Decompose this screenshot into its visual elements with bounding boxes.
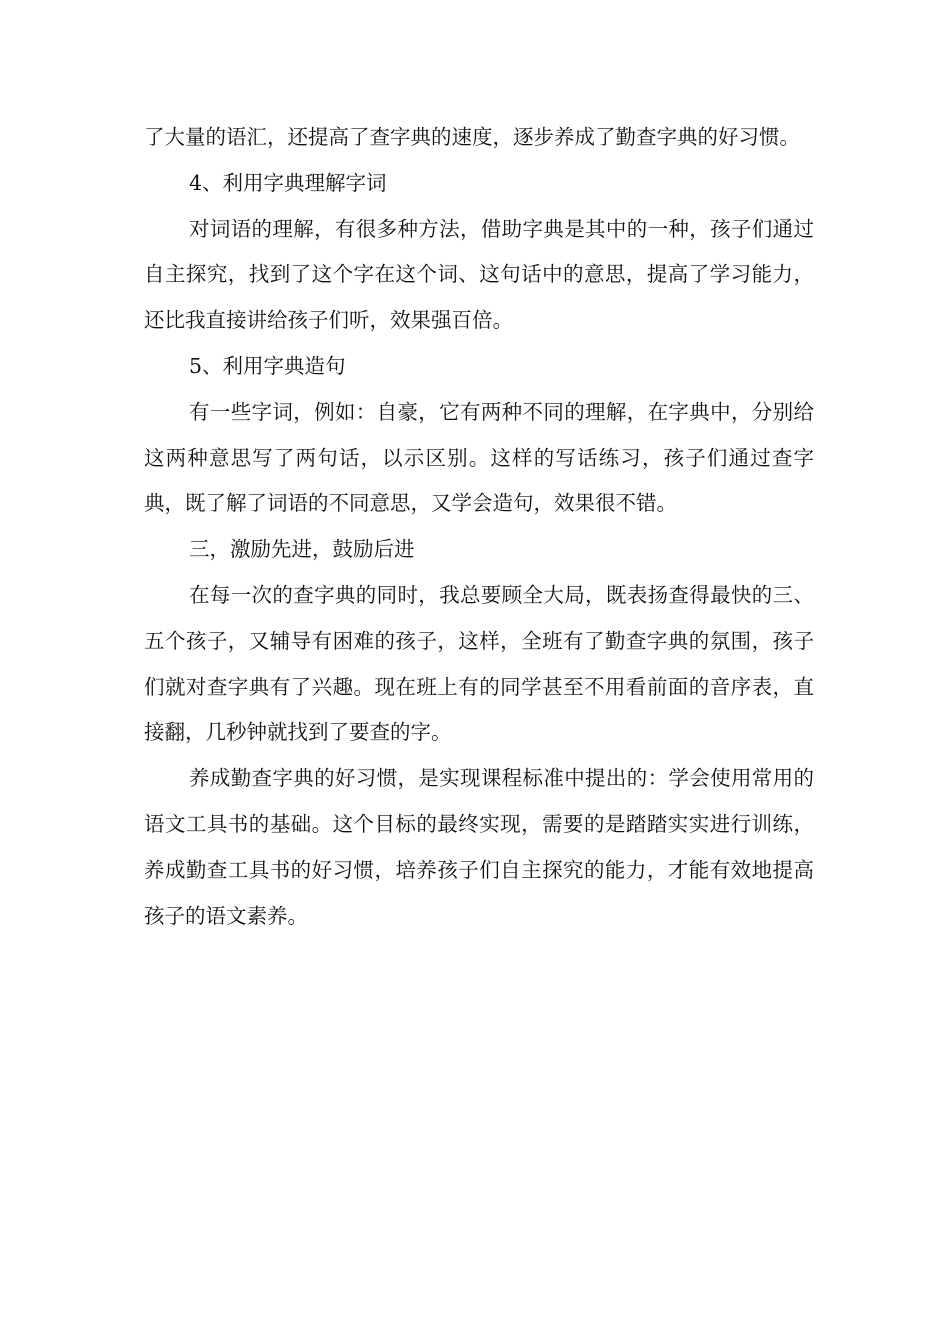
paragraph-encourage-progress: 在每一次的查字典的同时，我总要顾全大局，既表扬查得最快的三、五个孩子，又辅导有困难的孩子，这样，全班有了勤查字典的氛围，孩子们就对查字典有了兴趣。现在班上有的同学甚至不用看前面的音序表，直接翻，几秒钟就找到了要查的字。 xyxy=(144,582,814,745)
paragraph-understand-words: 对词语的理解，有很多种方法，借助字典是其中的一种，孩子们通过自主探究，找到了这个字在这个词、这句话中的意思，提高了学习能力，还比我直接讲给孩子们听，效果强百倍。 xyxy=(144,216,814,333)
paragraph-continuation: 了大量的语汇，还提高了查字典的速度，逐步养成了勤查字典的好习惯。 xyxy=(144,125,800,149)
heading-use-dictionary-understand-words: 4、利用字典理解字词 xyxy=(189,170,387,195)
document-body xyxy=(144,115,814,939)
heading-encourage-progress: 三，激励先进，鼓励后进 xyxy=(189,537,415,562)
paragraph-make-sentences: 有一些字词，例如：自豪，它有两种不同的理解，在字典中，分别给这两种意思写了两句话，以示区别。这样的写话练习，孩子们通过查字典，既了解了词语的不同意思，又学会造句，效果很不错。 xyxy=(144,399,814,516)
heading-use-dictionary-make-sentences: 5、利用字典造句 xyxy=(189,353,346,378)
paragraph-conclusion: 养成勤查字典的好习惯，是实现课程标准中提出的：学会使用常用的语文工具书的基础。这个目标的最终实现，需要的是踏踏实实进行训练，养成勤查工具书的好习惯，培养孩子们自主探究的能力，才能有效地提高孩子的语文素养。 xyxy=(144,766,814,928)
